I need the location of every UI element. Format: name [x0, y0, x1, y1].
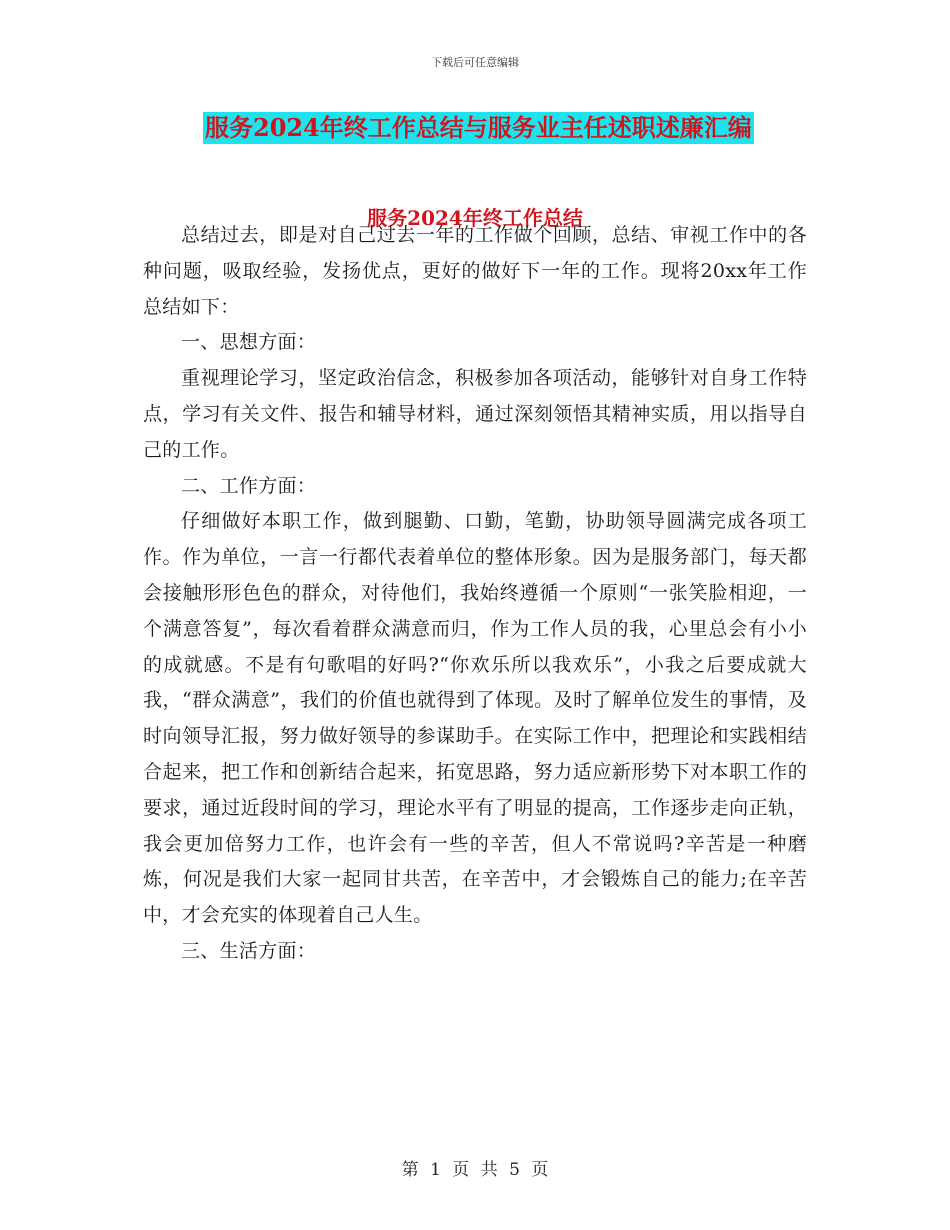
heading-ideology: 一、思想方面： [181, 331, 317, 354]
heading-work: 二、工作方面： [181, 474, 317, 497]
paragraph-work: 仔细做好本职工作，做到腿勤、口勤，笔勤，协助领导圆满完成各项工作。作为单位，一言一行都代表着单位的整体形象。因为是服务部门，每天都会接触形形色色的群众，对待他们，我始终遵循一个原则“一张笑脸相迎，一个满意答复”，每次看着群众满意而归，作为工作人员的我，心里总会有小小的成就感。不是有句歌唱的好吗?“你欢乐所以我欢乐”，小我之后要成就大我，“群众满意”，我们的价值也就得到了体现。及时了解单位发生的事情，及时向领导汇报，努力做好领导的参谋助手。在实际工作中，把理论和实践相结合起来，把工作和创新结合起来，拓宽思路，努力适应新形势下对本职工作的要求，通过近段时间的学习，理论水平有了明显的提高，工作逐步走向正轨，我会更加倍努力工作，也许会有一些的辛苦，但人不常说吗?辛苦是一种磨炼，何况是我们大家一起同甘共苦，在辛苦中，才会锻炼自己的能力;在辛苦中，才会充实的体现着自己人生。 [143, 510, 807, 927]
document-body [143, 218, 807, 970]
document-title: 服务2024年终工作总结与服务业主任述职述廉汇编 [205, 113, 752, 142]
paragraph-intro: 总结过去，即是对自己过去一年的工作做个回顾，总结、审视工作中的各种问题，吸取经验，发扬优点，更好的做好下一年的工作。现将20xx年工作总结如下： [143, 224, 807, 318]
page-indicator: 第 1 页 共 5 页 [401, 1160, 549, 1180]
section-title: 服务2024年终工作总结 [367, 206, 583, 230]
header-note: 下载后可任意编辑 [431, 56, 519, 69]
paragraph-ideology: 重视理论学习，坚定政治信念，积极参加各项活动，能够针对自身工作特点，学习有关文件、报告和辅导材料，通过深刻领悟其精神实质，用以指导自己的工作。 [143, 367, 807, 461]
heading-life: 三、生活方面： [181, 939, 317, 962]
